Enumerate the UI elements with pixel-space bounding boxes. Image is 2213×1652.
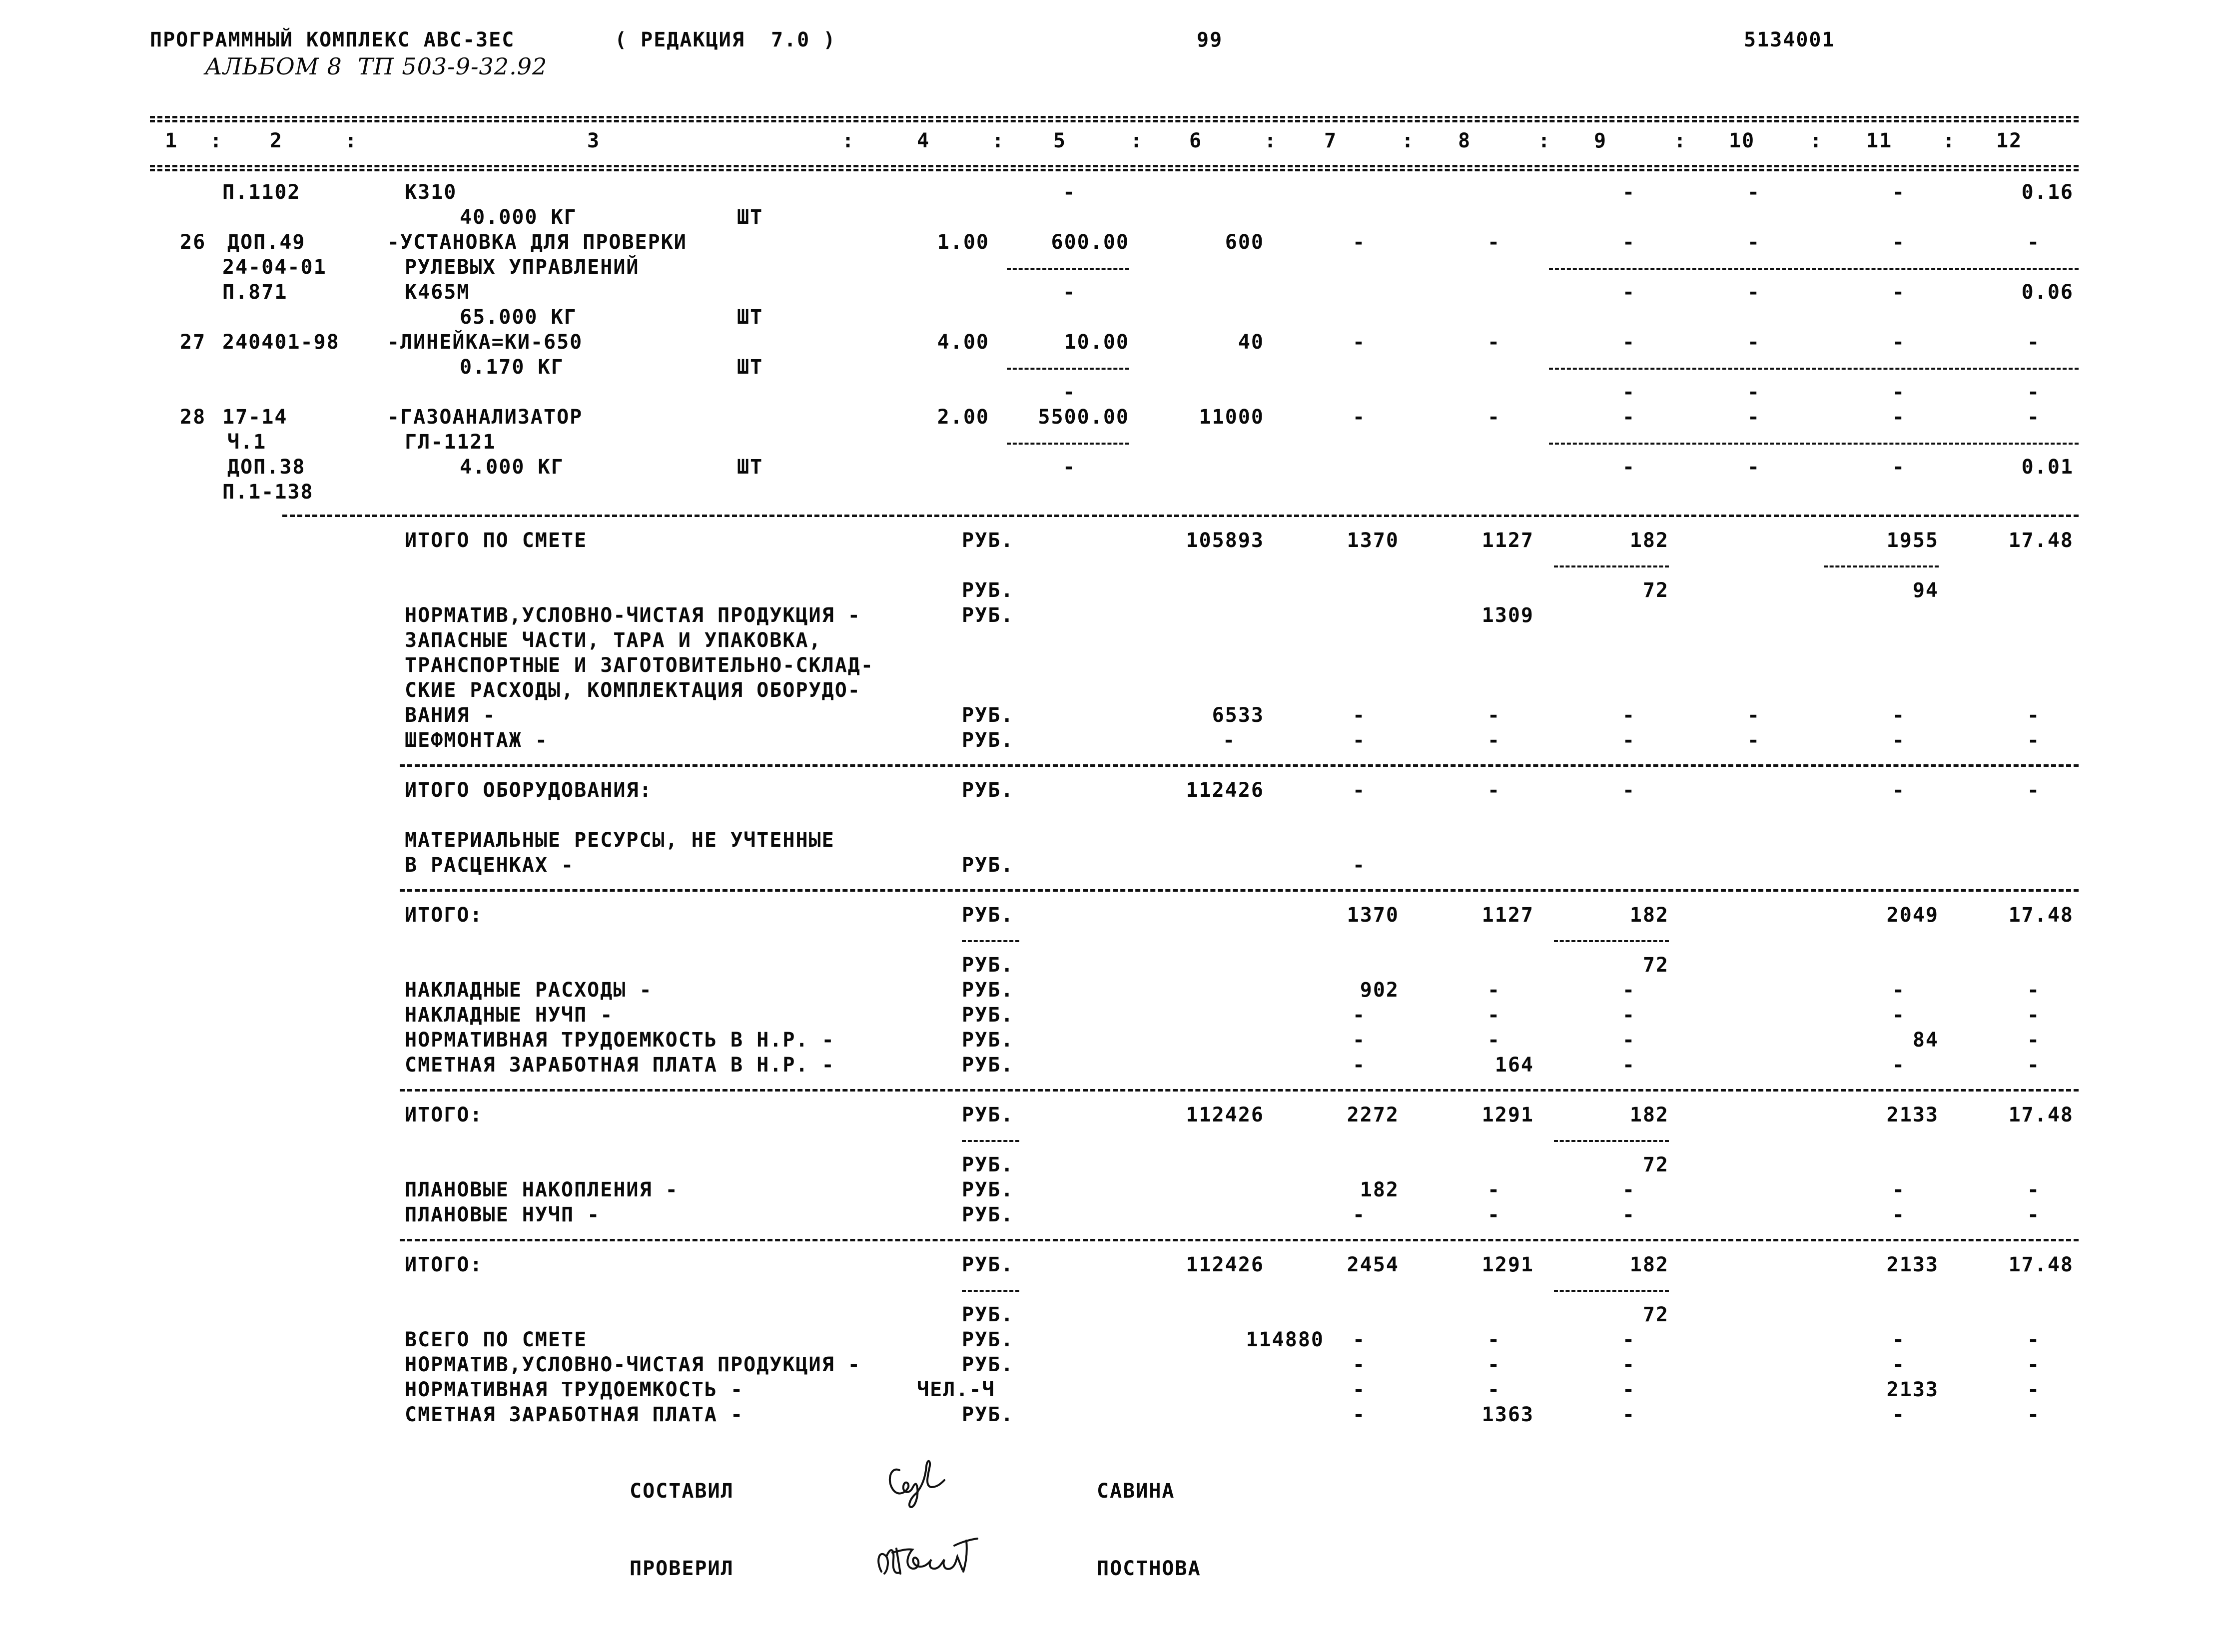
cell-price: 600.00 [1051,231,1129,254]
cell-c10: - [1747,406,1761,429]
cell-qty: 1.00 [937,231,989,254]
item-name-3: К465М [405,281,470,304]
col-separator: : [345,129,358,152]
edition-label: ( РЕДАКЦИЯ 7.0 ) [615,28,836,51]
cell-c7: 2454 [1347,1253,1399,1276]
cell-c11: - [1892,1203,1906,1226]
cell-c9: - [1622,979,1636,1002]
col-7-header: 7 [1324,129,1338,152]
cell-c12: - [2027,1178,2041,1201]
cell-c9: - [1622,331,1636,354]
cell-c9: - [1622,231,1636,254]
subtotal-unit-2: РУБ. [962,954,1014,977]
equip-unit: РУБ. [962,779,1014,802]
cell-c9b: - [1622,381,1636,404]
cell-c12: - [2027,729,2041,752]
overhead-unit: РУБ. [962,979,1014,1002]
cell-qty: 4.00 [937,331,989,354]
cell-c12: - [2027,1378,2041,1401]
item-name: К310 [405,181,457,204]
cell-c8: 1127 [1481,529,1534,552]
cell-c8: - [1487,1328,1501,1351]
final-label: СМЕТНАЯ ЗАРАБОТНАЯ ПЛАТА - [405,1403,744,1426]
overhead-label: НАКЛАДНЫЕ РАСХОДЫ - [405,979,653,1002]
overhead-unit: РУБ. [962,1029,1014,1052]
subtotal-unit-2: РУБ. [962,1153,1014,1176]
cell-c11: - [1892,1353,1906,1376]
cell-c9: - [1622,1178,1636,1201]
item-weight: 40.000 КГ [460,206,577,229]
col-separator: : [1943,129,1956,152]
cell-c7: - [1352,854,1366,877]
overhead-unit: РУБ. [962,1004,1014,1027]
plan-unit: РУБ. [962,1203,1014,1226]
checked-signature [864,1529,1014,1589]
col-separator: : [1810,129,1823,152]
cell-c11b: - [1892,381,1906,404]
col-12-header: 12 [1996,129,2023,152]
parts-label-3: СКИЕ РАСХОДЫ, КОМПЛЕКТАЦИЯ ОБОРУДО- [405,679,861,702]
cell-c8: 1127 [1481,904,1534,927]
cell-c11: - [1892,779,1906,802]
final-unit: РУБ. [962,1403,1014,1426]
item-code-2: 24-04-01 [222,256,327,279]
cell-c11: 2133 [1886,1103,1939,1126]
plan-label: ПЛАНОВЫЕ НУЧП - [405,1203,601,1226]
overhead-label: СМЕТНАЯ ЗАРАБОТНАЯ ПЛАТА В Н.Р. - [405,1054,835,1077]
cell-c8: - [1487,1203,1501,1226]
cell-c6: 105893 [1186,529,1264,552]
cell-c7: 1370 [1347,904,1399,927]
cell-c11: 2049 [1886,904,1939,927]
item-name-2: РУЛЕВЫХ УПРАВЛЕНИЙ [405,256,640,279]
items-end-rule [282,515,2079,517]
cell-c7: - [1352,231,1366,254]
cell-c7: 2272 [1347,1103,1399,1126]
cell-c11b: - [1892,456,1906,479]
cell-c6: - [1222,729,1236,752]
col-separator: : [1130,129,1144,152]
item-code-2: Ч.1 [227,431,267,454]
plan-label: ПЛАНОВЫЕ НАКОПЛЕНИЯ - [405,1178,679,1201]
cell-c8: - [1487,406,1501,429]
col-4-header: 4 [917,129,930,152]
grand-total-label: ВСЕГО ПО СМЕТЕ [405,1328,588,1351]
cell-c12b: 0.16 [2021,181,2074,204]
cell-c5b: - [1062,181,1076,204]
cell-total: 40 [1238,331,1264,354]
price-underline [1007,368,1129,370]
cell-c9b: 72 [1642,1303,1669,1326]
parts-label-1: ЗАПАСНЫЕ ЧАСТИ, ТАРА И УПАКОВКА, [405,629,822,652]
parts-unit: РУБ. [962,704,1014,727]
header-bottom-rule [150,165,2079,167]
cell-c8: - [1487,729,1501,752]
cell-c8: - [1487,1004,1501,1027]
cell-c11: 2133 [1886,1253,1939,1276]
cell-c12: - [2027,704,2041,727]
section-rule [400,889,2079,892]
cell-c7: - [1352,1403,1366,1426]
cell-total: 11000 [1199,406,1264,429]
price-underline [1007,443,1129,445]
cell-c9: 182 [1629,529,1669,552]
norm-label: НОРМАТИВ,УСЛОВНО-ЧИСТАЯ ПРОДУКЦИЯ - [405,604,861,627]
col-3-header: 3 [587,129,601,152]
item-unit: ШТ [737,206,763,229]
subtotal-underline [1824,565,1939,567]
cell-c12b: 0.06 [2021,281,2074,304]
item-code-3: ДОП.38 [227,456,306,479]
cell-c6: 112426 [1186,1103,1264,1126]
checked-label: ПРОВЕРИЛ [630,1557,734,1580]
cell-c11: - [1892,1004,1906,1027]
cell-c12b: 0.01 [2021,456,2074,479]
subtotal-unit: РУБ. [962,1103,1014,1126]
cell-c7: - [1352,1029,1366,1052]
final-label: НОРМАТИВ,УСЛОВНО-ЧИСТАЯ ПРОДУКЦИЯ - [405,1353,861,1376]
header-top-rule [150,116,2079,118]
cell-c12: - [2027,406,2041,429]
cell-c12: - [2027,979,2041,1002]
final-unit: РУБ. [962,1353,1014,1376]
cell-c9b: 72 [1642,579,1669,602]
cell-c12: - [2027,1004,2041,1027]
cell-c9: - [1622,1054,1636,1077]
total-label: ИТОГО ПО СМЕТЕ [405,529,588,552]
subtotal-underline [1554,1140,1669,1142]
subtotal-label: ИТОГО: [405,1253,483,1276]
cell-c12: 17.48 [2008,1103,2074,1126]
cell-c9: - [1622,1378,1636,1401]
col-8-header: 8 [1458,129,1472,152]
item-code: ДОП.49 [227,231,306,254]
subtotal-unit-2: РУБ. [962,1303,1014,1326]
cell-c12: - [2027,1403,2041,1426]
cell-c7: - [1352,1378,1366,1401]
item-code-3: П.871 [222,281,288,304]
cell-c7: - [1352,779,1366,802]
subtotal-rule [1549,443,2079,445]
final-label: НОРМАТИВНАЯ ТРУДОЕМКОСТЬ - [405,1378,744,1401]
cell-c11b: 94 [1912,579,1939,602]
col-6-header: 6 [1189,129,1203,152]
program-title: ПРОГРАММНЫЙ КОМПЛЕКС АВС-3ЕС [150,28,515,51]
cell-c9b: - [1622,281,1636,304]
cell-c11: - [1892,729,1906,752]
subtotal-label: ИТОГО: [405,904,483,927]
cell-c6: 6533 [1212,704,1264,727]
cell-c11: - [1892,406,1906,429]
parts-label-2: ТРАНСПОРТНЫЕ И ЗАГОТОВИТЕЛЬНО-СКЛАД- [405,654,874,677]
item-code: 17-14 [222,406,288,429]
cell-c8: 164 [1494,1054,1534,1077]
cell-qty: 2.00 [937,406,989,429]
cell-c11: 84 [1912,1029,1939,1052]
cell-c8: 1291 [1481,1103,1534,1126]
materials-label-1: МАТЕРИАЛЬНЫЕ РЕСУРСЫ, НЕ УЧТЕННЫЕ [405,829,835,852]
cell-c5b: - [1062,456,1076,479]
cell-c9b: - [1622,181,1636,204]
col-separator: : [1264,129,1278,152]
price-underline [1007,268,1129,270]
cell-c6: 112426 [1186,779,1264,802]
row-number: 27 [180,331,206,354]
equip-label: ИТОГО ОБОРУДОВАНИЯ: [405,779,653,802]
cell-c12: 17.48 [2008,529,2074,552]
col-separator: : [1674,129,1687,152]
section-rule [400,764,2079,767]
parts-label-4: ВАНИЯ - [405,704,496,727]
cell-c7: - [1352,729,1366,752]
overhead-label: НАКЛАДНЫЕ НУЧП - [405,1004,614,1027]
cell-c11b: - [1892,181,1906,204]
cell-c7: - [1352,331,1366,354]
col-11-header: 11 [1866,129,1893,152]
item-weight: 65.000 КГ [460,306,577,329]
cell-c9: - [1622,729,1636,752]
cell-c8: 1363 [1481,1403,1534,1426]
materials-label-2: В РАСЦЕНКАХ - [405,854,575,877]
cell-c11: - [1892,331,1906,354]
cell-c10: - [1747,331,1761,354]
subtotal-unit: РУБ. [962,904,1014,927]
cell-c12: - [2027,1029,2041,1052]
item-name: -ГАЗОАНАЛИЗАТОР [387,406,583,429]
cell-c7: - [1352,1353,1366,1376]
cell-c6: 114880 [1246,1328,1324,1351]
unit-underline [962,1140,1019,1142]
cell-c6: 112426 [1186,1253,1264,1276]
item-name: -ЛИНЕЙКА=КИ-650 [387,331,583,354]
section-rule [400,1089,2079,1092]
album-note: АЛЬБОМ 8 ТП 503-9-32.92 [205,53,548,80]
cell-c9: - [1622,1029,1636,1052]
item-name-2: ГЛ-1121 [405,431,496,454]
cell-c11b: - [1892,281,1906,304]
cell-c7: - [1352,406,1366,429]
cell-c12: - [2027,1203,2041,1226]
unit-underline [962,1290,1019,1292]
cell-c8: - [1487,979,1501,1002]
cell-c9: 182 [1629,1103,1669,1126]
col-separator: : [1402,129,1415,152]
cell-c8: - [1487,1029,1501,1052]
col-5-header: 5 [1053,129,1067,152]
cell-c11: 1955 [1886,529,1939,552]
subtotal-unit: РУБ. [962,1253,1014,1276]
cell-c11: - [1892,1403,1906,1426]
col-10-header: 10 [1729,129,1755,152]
shef-unit: РУБ. [962,729,1014,752]
cell-c7: - [1352,1004,1366,1027]
cell-c10: - [1747,704,1761,727]
norm-unit: РУБ. [962,604,1014,627]
item-unit: ШТ [737,306,763,329]
cell-c11: - [1892,704,1906,727]
cell-c12: 17.48 [2008,904,2074,927]
checked-name: ПОСТНОВА [1097,1557,1201,1580]
cell-c9: - [1622,1353,1636,1376]
col-1-header: 1 [165,129,178,152]
cell-c10b: - [1747,281,1761,304]
section-rule [400,1239,2079,1241]
cell-c7: 1370 [1347,529,1399,552]
overhead-label: НОРМАТИВНАЯ ТРУДОЕМКОСТЬ В Н.Р. - [405,1029,835,1052]
subtotal-underline [1554,1290,1669,1292]
final-unit: ЧЕЛ.-Ч [917,1378,995,1401]
item-unit: ШТ [737,356,763,379]
cell-c10b: - [1747,181,1761,204]
item-weight: 4.000 КГ [460,456,564,479]
cell-c9b: - [1622,456,1636,479]
composed-signature [879,1451,969,1511]
shef-label: ШЕФМОНТАЖ - [405,729,548,752]
cell-c7: - [1352,1054,1366,1077]
cell-c12: - [2027,231,2041,254]
cell-c7: - [1352,1203,1366,1226]
cell-c7: 182 [1360,1178,1399,1201]
item-code: 240401-98 [222,331,340,354]
subtotal-underline [1554,565,1669,567]
cell-c10: - [1747,729,1761,752]
col-separator: : [992,129,1005,152]
cell-c7: 902 [1360,979,1399,1002]
subtotal-underline [1554,940,1669,942]
cell-c11: - [1892,1054,1906,1077]
cell-c12: - [2027,1054,2041,1077]
cell-c9: - [1622,1004,1636,1027]
cell-c7: - [1352,1328,1366,1351]
cell-c11: 2133 [1886,1378,1939,1401]
document-code: 5134001 [1744,28,1835,51]
plan-unit: РУБ. [962,1178,1014,1201]
cell-c10b: - [1747,456,1761,479]
item-code: П.1102 [222,181,301,204]
cell-c8: - [1487,1378,1501,1401]
cell-c8: 1291 [1481,1253,1534,1276]
grand-total-unit: РУБ. [962,1328,1014,1351]
cell-c10: - [1747,231,1761,254]
unit-underline [962,940,1019,942]
overhead-unit: РУБ. [962,1054,1014,1077]
cell-c5b: - [1062,381,1076,404]
col-2-header: 2 [270,129,283,152]
cell-c8: - [1487,1178,1501,1201]
cell-c5b: - [1062,281,1076,304]
item-weight: 0.170 КГ [460,356,564,379]
cell-c12: 17.48 [2008,1253,2074,1276]
cell-c9b: 72 [1642,954,1669,977]
total-unit: РУБ. [962,529,1014,552]
cell-c8: - [1487,779,1501,802]
cell-c9: 182 [1629,904,1669,927]
row-number: 26 [180,231,206,254]
col-separator: : [210,129,223,152]
cell-total: 600 [1225,231,1264,254]
composed-name: САВИНА [1097,1480,1175,1503]
cell-c7: - [1352,704,1366,727]
subtotal-rule [1549,268,2079,270]
row-number: 28 [180,406,206,429]
item-name: -УСТАНОВКА ДЛЯ ПРОВЕРКИ [387,231,687,254]
cell-c12: - [2027,1328,2041,1351]
item-unit: ШТ [737,456,763,479]
col-separator: : [842,129,855,152]
subtotal-label: ИТОГО: [405,1103,483,1126]
cell-c12b: - [2027,381,2041,404]
cell-c8: - [1487,331,1501,354]
cell-c11: - [1892,979,1906,1002]
cell-c8: 1309 [1481,604,1534,627]
cell-c11: - [1892,1328,1906,1351]
cell-c9: - [1622,704,1636,727]
page-number: 99 [1197,28,1223,51]
total-unit-2: РУБ. [962,579,1014,602]
cell-c11: - [1892,231,1906,254]
cell-c9: - [1622,1403,1636,1426]
composed-label: СОСТАВИЛ [630,1480,734,1503]
col-9-header: 9 [1594,129,1607,152]
cell-c12: - [2027,779,2041,802]
cell-c9: - [1622,1203,1636,1226]
cell-c9: - [1622,1328,1636,1351]
cell-c8: - [1487,1353,1501,1376]
cell-c9: 182 [1629,1253,1669,1276]
materials-unit: РУБ. [962,854,1014,877]
cell-c9: - [1622,406,1636,429]
cell-c12: - [2027,331,2041,354]
subtotal-rule [1549,368,2079,370]
header-top-rule-2 [150,120,2079,122]
cell-price: 5500.00 [1038,406,1129,429]
cell-c8: - [1487,231,1501,254]
cell-c8: - [1487,704,1501,727]
cell-c12: - [2027,1353,2041,1376]
col-separator: : [1538,129,1551,152]
cell-c11: - [1892,1178,1906,1201]
header-bottom-rule-2 [150,169,2079,171]
item-code-4: П.1-138 [222,481,314,504]
cell-c9b: 72 [1642,1153,1669,1176]
cell-c10b: - [1747,381,1761,404]
cell-price: 10.00 [1064,331,1129,354]
cell-c9: - [1622,779,1636,802]
